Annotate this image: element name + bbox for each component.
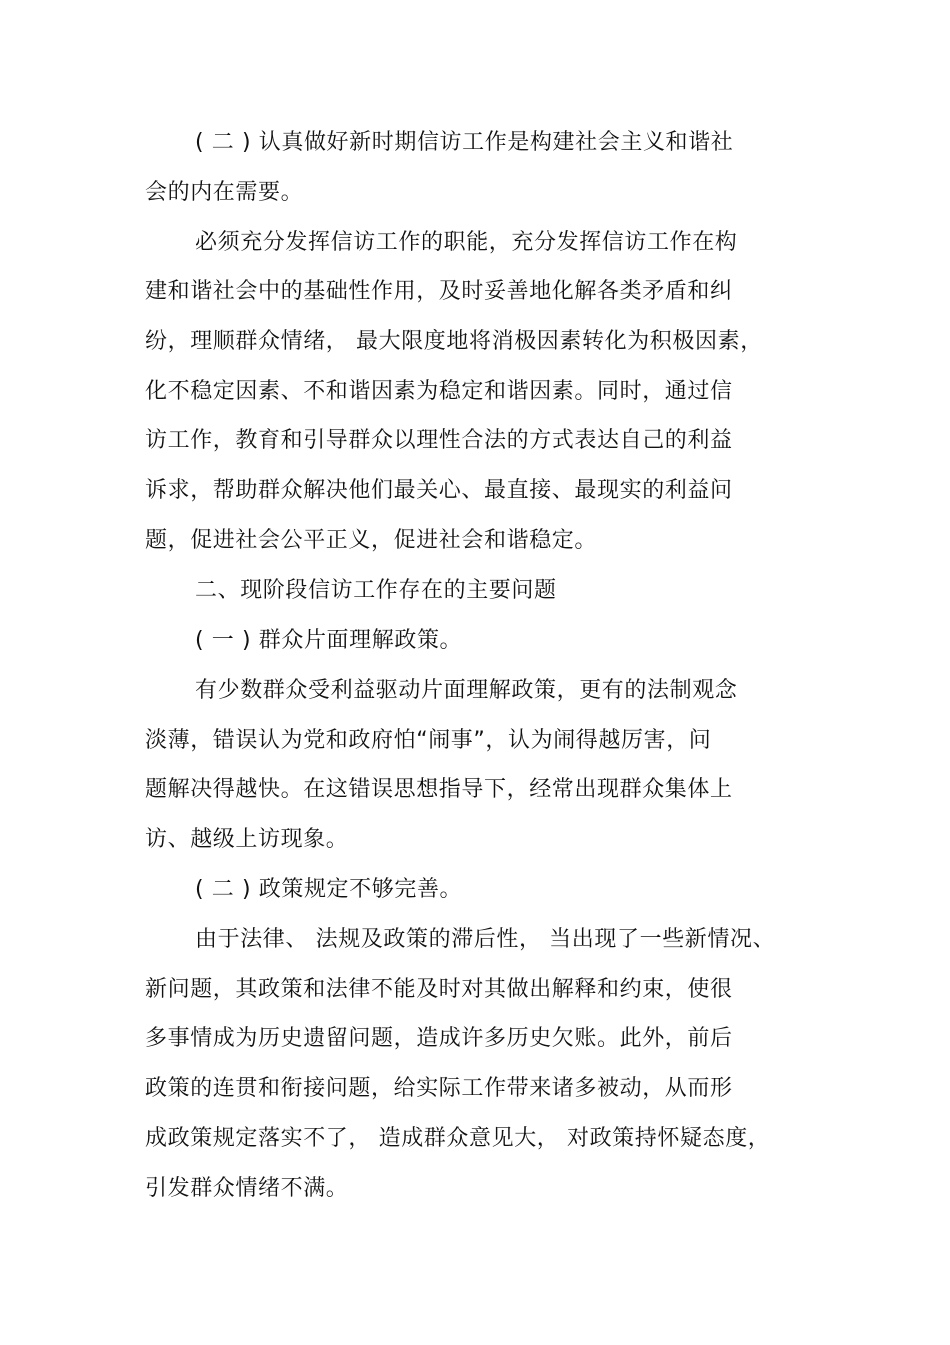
text-line: 多事情成为历史遗留问题，造成许多历史欠账。此外，前后 bbox=[145, 1026, 733, 1051]
heading-line: ( 二 ) 政策规定不够完善。 bbox=[195, 877, 463, 902]
text-line: 引发群众情绪不满。 bbox=[145, 1176, 349, 1201]
text-line: 由于法律、 法规及政策的滞后性， 当出现了一些新情况、 bbox=[195, 927, 776, 952]
text-line: 访、越级上访现象。 bbox=[145, 827, 349, 852]
text-line: 建和谐社会中的基础性作用，及时妥善地化解各类矛盾和纠 bbox=[145, 279, 733, 304]
text-line: 淡薄，错误认为党和政府怕“闹事”，认为闹得越厉害，问 bbox=[145, 728, 712, 753]
text-line: 有少数群众受利益驱动片面理解政策，更有的法制观念 bbox=[195, 678, 738, 703]
text-line: 题，促进社会公平正义，促进社会和谐稳定。 bbox=[145, 528, 598, 553]
text-line: 纷，理顺群众情绪， 最大限度地将消极因素转化为积极因素， bbox=[145, 329, 763, 354]
text-line: 题解决得越快。在这错误思想指导下，经常出现群众集体上 bbox=[145, 777, 733, 802]
text-line: 化不稳定因素、不和谐因素为稳定和谐因素。同时，通过信 bbox=[145, 379, 733, 404]
text-line: 访工作，教育和引导群众以理性合法的方式表达自己的利益 bbox=[145, 428, 733, 453]
text-line: 诉求，帮助群众解决他们最关心、最直接、最现实的利益问 bbox=[145, 478, 733, 503]
heading-line: ( 一 ) 群众片面理解政策。 bbox=[195, 628, 463, 653]
text-line: 新问题，其政策和法律不能及时对其做出解释和约束，使很 bbox=[145, 977, 733, 1002]
text-line: 会的内在需要。 bbox=[145, 180, 304, 205]
text-line: 政策的连贯和衔接问题，给实际工作带来诸多被动，从而形 bbox=[145, 1076, 733, 1101]
heading-line: ( 二 ) 认真做好新时期信访工作是构建社会主义和谐社 bbox=[195, 130, 734, 155]
text-line: 必须充分发挥信访工作的职能，充分发挥信访工作在构 bbox=[195, 230, 738, 255]
section-heading: 二、现阶段信访工作存在的主要问题 bbox=[195, 578, 557, 603]
text-line: 成政策规定落实不了， 造成群众意见大， 对政策持怀疑态度， bbox=[145, 1126, 771, 1151]
